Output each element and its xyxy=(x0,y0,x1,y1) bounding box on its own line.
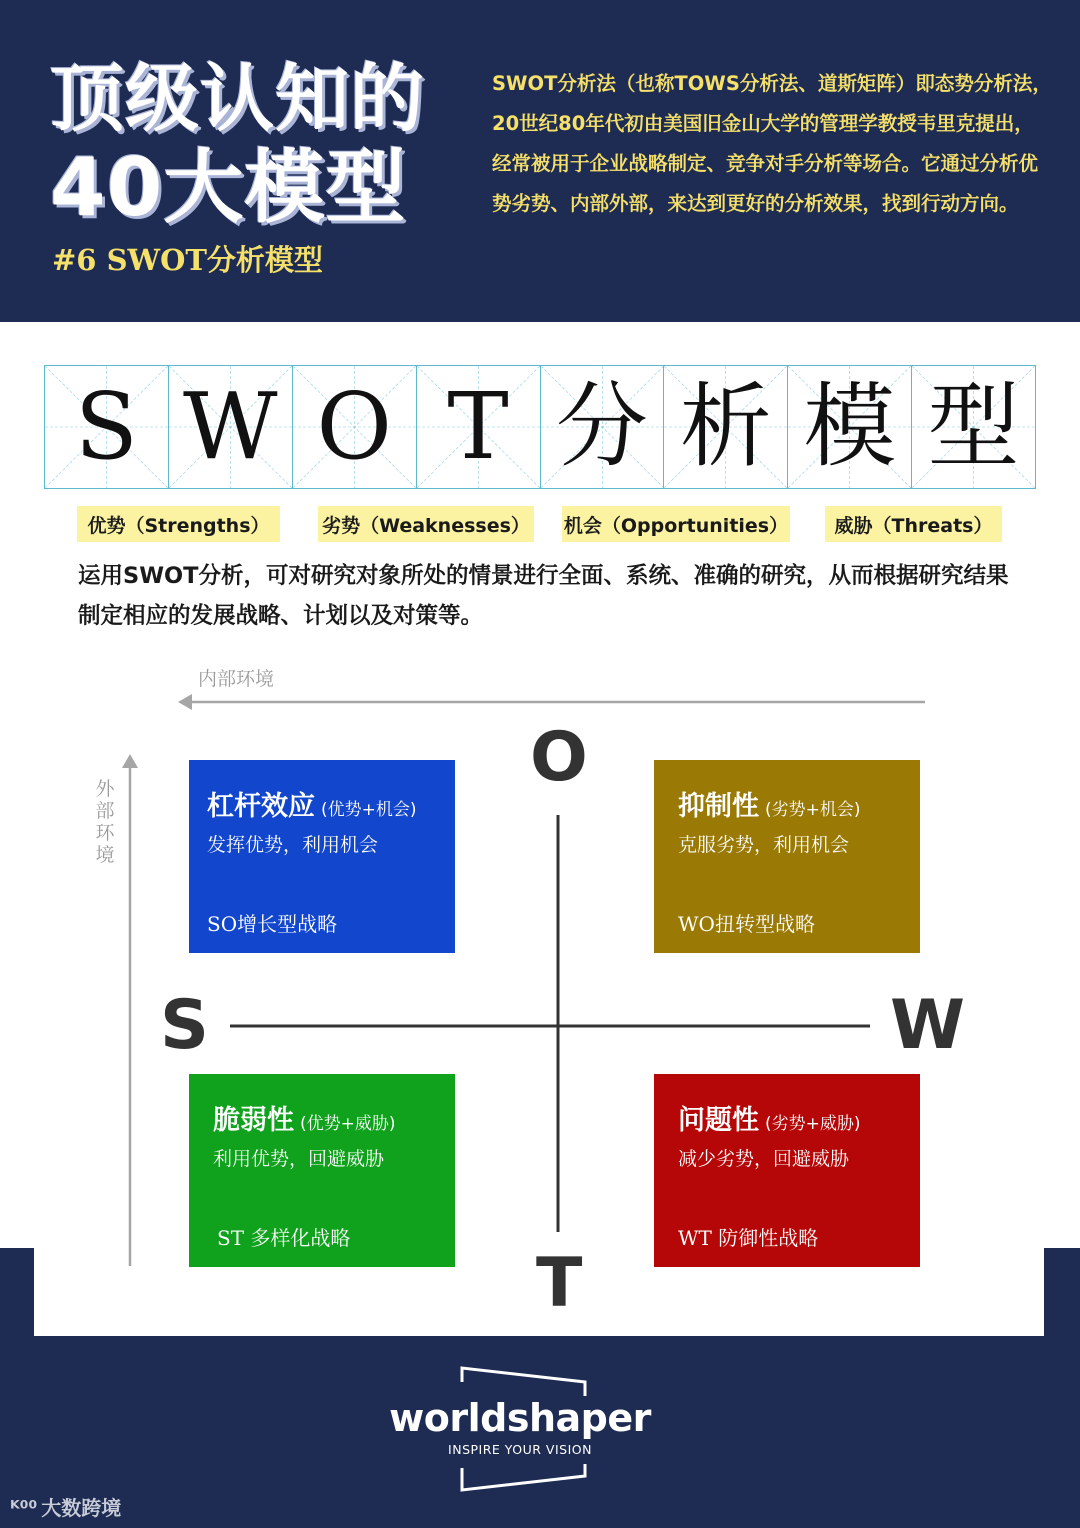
external-axis-arrowhead xyxy=(122,754,138,768)
brand-name: worldshaper xyxy=(389,1396,651,1440)
quadrant-subtitle: 减少劣势，回避威胁 xyxy=(678,1148,850,1170)
header-band xyxy=(0,0,1080,322)
grid-cell xyxy=(45,366,169,488)
grid-cell xyxy=(541,366,665,488)
quadrant-strategy: ST 多样化战略 xyxy=(217,1226,351,1250)
main-title-line1: 顶级认知的 xyxy=(50,56,425,142)
quadrant-st xyxy=(189,1074,455,1267)
tag-threats: 威胁（Threats） xyxy=(825,506,1002,542)
quadrant-title: 抑制性 xyxy=(678,791,759,822)
grid-cell xyxy=(664,366,788,488)
model-subtitle: #6 SWOT分析模型 xyxy=(52,243,323,277)
quadrant-tag: (优势+机会) xyxy=(321,800,417,820)
quadrant-tag: (劣势+机会) xyxy=(765,800,861,820)
grid-cell xyxy=(293,366,417,488)
quadrant-title: 问题性 xyxy=(678,1105,759,1136)
tag-weaknesses: 劣势（Weaknesses） xyxy=(318,506,534,542)
main-title-line2: 40大模型 xyxy=(50,141,407,234)
grid-title-char: 析 xyxy=(679,373,772,480)
swot-title-grid xyxy=(44,365,1036,489)
tag-opportunities: 机会（Opportunities） xyxy=(562,506,790,542)
grid-cell xyxy=(788,366,912,488)
letter-s: S xyxy=(160,986,209,1065)
quadrant-title: 脆弱性 xyxy=(213,1105,294,1136)
external-environment-label: 外部环境 xyxy=(95,778,115,866)
quadrant-strategy: WT 防御性战略 xyxy=(678,1226,819,1250)
grid-title-char: S xyxy=(74,373,138,480)
watermark-icon: ᴷ⁰⁰ xyxy=(10,1496,38,1520)
quadrant-so xyxy=(189,760,455,953)
swot-tags xyxy=(0,506,1080,542)
tag-strengths: 优势（Strengths） xyxy=(77,506,280,542)
internal-environment-label: 内部环境 xyxy=(198,668,275,690)
quadrant-title: 杠杆效应 xyxy=(207,791,315,822)
quadrant-wo xyxy=(654,760,920,953)
grid-title-char: 模 xyxy=(803,373,896,480)
intro-paragraph: SWOT分析法（也称TOWS分析法、道斯矩阵）即态势分析法，20世纪80年代初由美国旧金山大学的管理学教授韦里克提出，经常被用于企业战略制定、竞争对手分析等场合。它通过分析优势劣势、内部外部，来达到更好的分析效果，找到行动方向。 xyxy=(492,72,1052,215)
grid-title-char: O xyxy=(316,373,392,480)
quadrant-subtitle: 发挥优势，利用机会 xyxy=(207,834,379,856)
worldshaper-logo xyxy=(380,1360,700,1500)
description-text: 运用SWOT分析，可对研究对象所处的情景进行全面、系统、准确的研究，从而根据研究结果制定相应的发展战略、计划以及对策等。 xyxy=(78,563,1009,629)
watermark-text: 大数跨境 xyxy=(41,1496,122,1520)
watermark xyxy=(10,1492,121,1521)
grid-cell xyxy=(417,366,541,488)
quadrant-tag: (优势+威胁) xyxy=(300,1114,396,1134)
letter-w: W xyxy=(890,986,966,1065)
letter-o: O xyxy=(530,718,588,797)
grid-title-char: W xyxy=(183,373,278,480)
quadrant-strategy: SO增长型战略 xyxy=(207,912,338,936)
grid-cell xyxy=(169,366,293,488)
quadrant-wt xyxy=(654,1074,920,1267)
grid-title-char: 分 xyxy=(555,373,648,480)
quadrant-subtitle: 克服劣势，利用机会 xyxy=(678,834,850,856)
brand-slogan: INSPIRE YOUR VISION xyxy=(448,1442,592,1457)
internal-axis-arrowhead xyxy=(178,694,192,710)
grid-title-char: 型 xyxy=(927,373,1020,480)
letter-t: T xyxy=(536,1244,583,1323)
grid-title-char: T xyxy=(447,373,509,480)
quadrant-strategy: WO扭转型战略 xyxy=(678,912,815,936)
quadrant-tag: (劣势+威胁) xyxy=(765,1114,861,1134)
grid-cell xyxy=(912,366,1035,488)
quadrant-subtitle: 利用优势，回避威胁 xyxy=(213,1148,385,1170)
